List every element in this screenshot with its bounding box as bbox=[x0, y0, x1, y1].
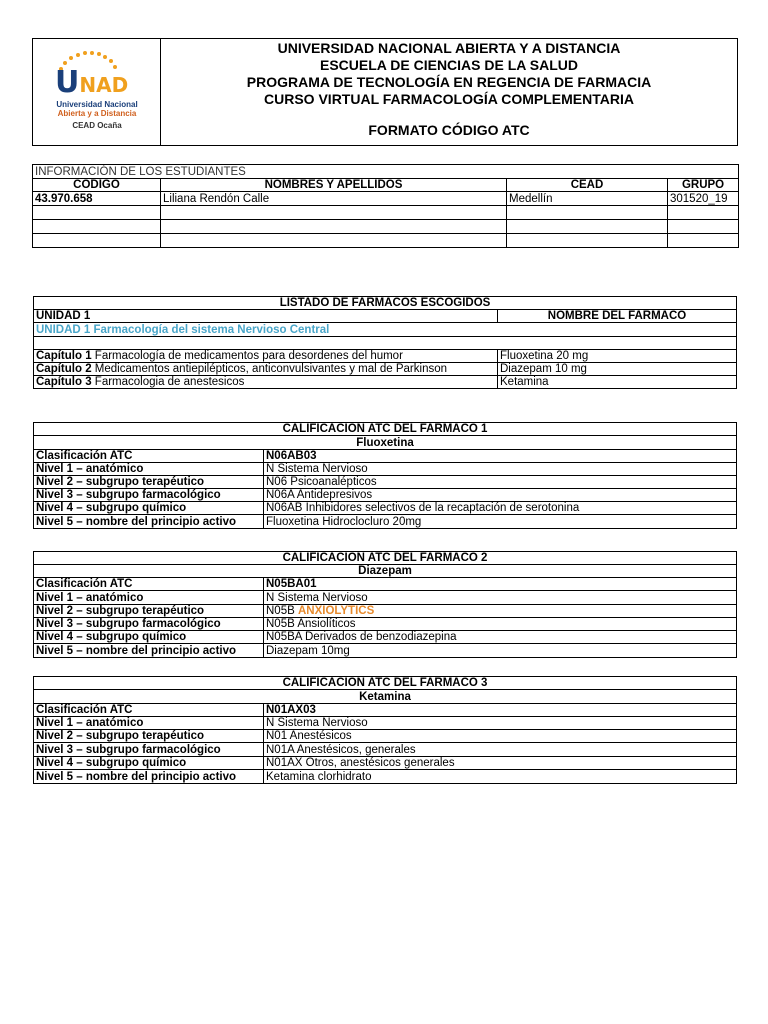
farmaco1-title: CALIFICACIÓN ATC DEL FARMACO 1 bbox=[34, 423, 737, 436]
f1-value-4: N06AB Inhibidores selectivos de la recaptación de serotonina bbox=[264, 502, 737, 515]
table-cell bbox=[507, 234, 668, 248]
farmaco3-title: CALIFICACIÓN ATC DEL FARMACO 3 bbox=[34, 677, 737, 690]
f1-label-3: Nivel 3 – subgrupo farmacológico bbox=[34, 489, 264, 502]
chapter-2 bbox=[34, 363, 498, 376]
farmaco2-table bbox=[33, 551, 737, 658]
student-grupo: 301520_19 bbox=[668, 192, 739, 206]
chapter-1-text: Farmacología de medicamentos para desordenes del humor bbox=[94, 350, 403, 362]
farmaco2-title: CALIFICACIÓN ATC DEL FARMACO 2 bbox=[34, 552, 737, 565]
listado-title: LISTADO DE FARMACOS ESCOGIDOS bbox=[34, 297, 737, 310]
table-row bbox=[34, 618, 737, 631]
student-nombre: Liliana Rendón Calle bbox=[161, 192, 507, 206]
unad-logo bbox=[43, 49, 151, 130]
f2-value-1: N Sistema Nervioso bbox=[264, 591, 737, 605]
table-row bbox=[34, 717, 737, 730]
f2-label-3: Nivel 3 – subgrupo farmacológico bbox=[34, 618, 264, 631]
f3-label-5: Nivel 5 – nombre del principio activo bbox=[34, 770, 264, 784]
table-cell bbox=[33, 220, 161, 234]
f3-value-4: N01AX Otros, anestésicos generales bbox=[264, 757, 737, 770]
table-row bbox=[34, 644, 737, 658]
chapter-1-label: Capítulo 1 bbox=[36, 350, 92, 362]
header-line-course: CURSO VIRTUAL FARMACOLOGÍA COMPLEMENTARIA bbox=[264, 91, 634, 107]
col-codigo: CODIGO bbox=[33, 179, 161, 192]
table-row bbox=[33, 220, 739, 234]
f2-value-2 bbox=[264, 605, 737, 618]
farmaco1-table bbox=[33, 422, 737, 529]
f1-value-0: N06AB03 bbox=[264, 450, 737, 463]
chapter-3-text: Farmacologia de anestesicos bbox=[94, 376, 245, 388]
table-row bbox=[34, 757, 737, 770]
logo-cell bbox=[33, 39, 161, 145]
f3-value-0: N01AX03 bbox=[264, 704, 737, 717]
header-line-school: ESCUELA DE CIENCIAS DE LA SALUD bbox=[320, 57, 578, 73]
chapter-1-drug: Fluoxetina 20 mg bbox=[498, 350, 737, 363]
f3-label-0: Clasificación ATC bbox=[34, 704, 264, 717]
table-row bbox=[34, 502, 737, 515]
table-cell bbox=[161, 234, 507, 248]
f2-value-3: N05B Ansiolíticos bbox=[264, 618, 737, 631]
col-cead: CEAD bbox=[507, 179, 668, 192]
students-title: INFORMACIÓN DE LOS ESTUDIANTES bbox=[33, 165, 739, 179]
f2-label-0: Clasificación ATC bbox=[34, 578, 264, 591]
students-table bbox=[32, 164, 739, 248]
f1-label-2: Nivel 2 – subgrupo terapéutico bbox=[34, 476, 264, 489]
f1-value-1: N Sistema Nervioso bbox=[264, 463, 737, 476]
chapter-3-drug: Ketamina bbox=[498, 376, 737, 389]
f1-label-4: Nivel 4 – subgrupo químico bbox=[34, 502, 264, 515]
table-row bbox=[34, 363, 737, 376]
f3-value-3: N01A Anestésicos, generales bbox=[264, 743, 737, 757]
chapter-2-label: Capítulo 2 bbox=[36, 363, 92, 375]
table-cell bbox=[507, 206, 668, 220]
f1-label-5: Nivel 5 – nombre del principio activo bbox=[34, 515, 264, 529]
table-row bbox=[34, 515, 737, 529]
listado-table bbox=[33, 296, 737, 389]
f2-label-1: Nivel 1 – anatómico bbox=[34, 591, 264, 605]
logo-cead: CEAD Ocaña bbox=[72, 121, 122, 130]
f2-value-0: N05BA01 bbox=[264, 578, 737, 591]
table-cell bbox=[668, 220, 739, 234]
listado-unit-label: UNIDAD 1 bbox=[34, 310, 498, 323]
table-cell bbox=[507, 220, 668, 234]
table-cell bbox=[33, 206, 161, 220]
student-codigo: 43.970.658 bbox=[33, 192, 161, 206]
f1-value-2: N06 Psicoanalépticos bbox=[264, 476, 737, 489]
f1-label-0: Clasificación ATC bbox=[34, 450, 264, 463]
chapter-2-drug: Diazepam 10 mg bbox=[498, 363, 737, 376]
logo-subtitle-1: Universidad Nacional bbox=[56, 100, 138, 109]
table-cell bbox=[668, 206, 739, 220]
f3-label-3: Nivel 3 – subgrupo farmacológico bbox=[34, 743, 264, 757]
f2-value-5: Diazepam 10mg bbox=[264, 644, 737, 658]
document-header bbox=[32, 38, 738, 146]
table-cell bbox=[161, 206, 507, 220]
f1-label-1: Nivel 1 – anatómico bbox=[34, 463, 264, 476]
f3-value-2: N01 Anestésicos bbox=[264, 730, 737, 743]
table-cell bbox=[33, 234, 161, 248]
table-row bbox=[34, 631, 737, 644]
table-row bbox=[34, 489, 737, 502]
table-row bbox=[34, 730, 737, 743]
table-cell bbox=[668, 234, 739, 248]
chapter-3 bbox=[34, 376, 498, 389]
f2-value-4: N05BA Derivados de benzodiazepina bbox=[264, 631, 737, 644]
table-row bbox=[34, 450, 737, 463]
farmaco2-name: Diazepam bbox=[34, 565, 737, 578]
table-row bbox=[34, 605, 737, 618]
farmaco3-table bbox=[33, 676, 737, 784]
table-row bbox=[34, 578, 737, 591]
logo-letter-u: U bbox=[55, 65, 80, 100]
chapter-3-label: Capítulo 3 bbox=[36, 376, 92, 388]
f1-value-5: Fluoxetina Hidroclocluro 20mg bbox=[264, 515, 737, 529]
table-row bbox=[34, 476, 737, 489]
header-line-university: UNIVERSIDAD NACIONAL ABIERTA Y A DISTANCIA bbox=[277, 40, 621, 56]
f2-label-2: Nivel 2 – subgrupo terapéutico bbox=[34, 605, 264, 618]
table-row bbox=[34, 591, 737, 605]
col-grupo: GRUPO bbox=[668, 179, 739, 192]
f1-value-3: N06A Antidepresivos bbox=[264, 489, 737, 502]
table-row bbox=[33, 206, 739, 220]
chapter-1 bbox=[34, 350, 498, 363]
table-row bbox=[33, 192, 739, 206]
logo-subtitle-2: Abierta y a Distancia bbox=[57, 109, 137, 118]
table-row bbox=[34, 350, 737, 363]
table-row bbox=[34, 376, 737, 389]
f3-value-1: N Sistema Nervioso bbox=[264, 717, 737, 730]
farmaco3-name: Ketamina bbox=[34, 690, 737, 704]
f2-label-4: Nivel 4 – subgrupo químico bbox=[34, 631, 264, 644]
farmaco1-name: Fluoxetina bbox=[34, 436, 737, 450]
f2-label-5: Nivel 5 – nombre del principio activo bbox=[34, 644, 264, 658]
table-row bbox=[34, 743, 737, 757]
f3-label-4: Nivel 4 – subgrupo químico bbox=[34, 757, 264, 770]
table-cell bbox=[34, 337, 737, 350]
f3-label-2: Nivel 2 – subgrupo terapéutico bbox=[34, 730, 264, 743]
f3-label-1: Nivel 1 – anatómico bbox=[34, 717, 264, 730]
table-row bbox=[34, 463, 737, 476]
f2-value-2-code: N05B bbox=[266, 605, 295, 617]
header-line-program: PROGRAMA DE TECNOLOGÍA EN REGENCIA DE FARMACIA bbox=[246, 74, 652, 90]
title-block bbox=[161, 39, 737, 139]
col-nombres: NOMBRES Y APELLIDOS bbox=[161, 179, 507, 192]
f3-value-5: Ketamina clorhidrato bbox=[264, 770, 737, 784]
header-formato: FORMATO CÓDIGO ATC bbox=[368, 122, 530, 138]
listado-unit-title: UNIDAD 1 Farmacología del sistema Nervioso Central bbox=[34, 323, 737, 337]
chapter-2-text: Medicamentos antiepilépticos, anticonvulsivantes y mal de Parkinson bbox=[94, 363, 448, 375]
table-row bbox=[34, 770, 737, 784]
table-row bbox=[33, 234, 739, 248]
logo-letters-nad: NAD bbox=[79, 73, 129, 97]
student-cead: Medellín bbox=[507, 192, 668, 206]
listado-drug-col: NOMBRE DEL FARMACO bbox=[498, 310, 737, 323]
f2-value-2-extra: ANXIOLYTICS bbox=[297, 605, 375, 617]
table-row bbox=[34, 704, 737, 717]
table-cell bbox=[161, 220, 507, 234]
